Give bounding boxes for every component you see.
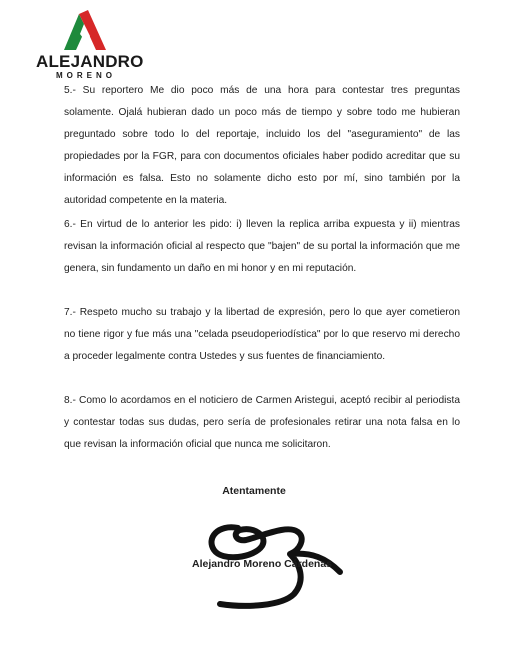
paragraph-7: 7.- Respeto mucho su trabajo y la libertad de expresión, pero lo que ayer cometieron no tiene rigor y fue más una "celada pseudoperiodística" por lo que reservo mi derecho a proceder legalmente contra Ustedes y sus fuentes de financiamiento. xyxy=(64,307,460,362)
paragraph-8: 8.- Como lo acordamos en el noticiero de Carmen Aristegui, aceptó recibir al periodista y contestar todas sus dudas, pero sería de profesionales retirar una nota falsa en lo que revisan la información oficial que nunca me solicitaron. xyxy=(64,395,460,450)
logo-mark-icon xyxy=(62,8,108,52)
letterhead-surname: MORENO xyxy=(56,71,116,80)
letterhead-name: ALEJANDRO xyxy=(36,52,144,71)
signatory-name: Alejandro Moreno Cárdenas xyxy=(191,558,333,570)
paragraph-5: 5.- Su reportero Me dio poco más de una hora para contestar tres preguntas solamente. Ojalá hubieran dado un poco más de tiempo y sobre todo me hubieran preguntado sobre todo lo del reportaje, incluido los del "aseguramiento" de las propiedades por la FGR, para con documentos oficiales haber podido acreditar que su información es falsa. Esto no solamente dicho esto por mí, sino también por la autoridad competente en la materia. xyxy=(64,85,460,206)
closing-text: Atentamente xyxy=(222,485,286,497)
paragraph-6: 6.- En virtud de lo anterior les pido: i) lleven la replica arriba expuesta y ii) mientras revisan la información oficial al respecto que "bajen" de su portal la información que me genera, sin fundamento un daño en mi honor y en mi reputación. xyxy=(64,219,460,274)
letterhead-logo xyxy=(36,8,144,80)
